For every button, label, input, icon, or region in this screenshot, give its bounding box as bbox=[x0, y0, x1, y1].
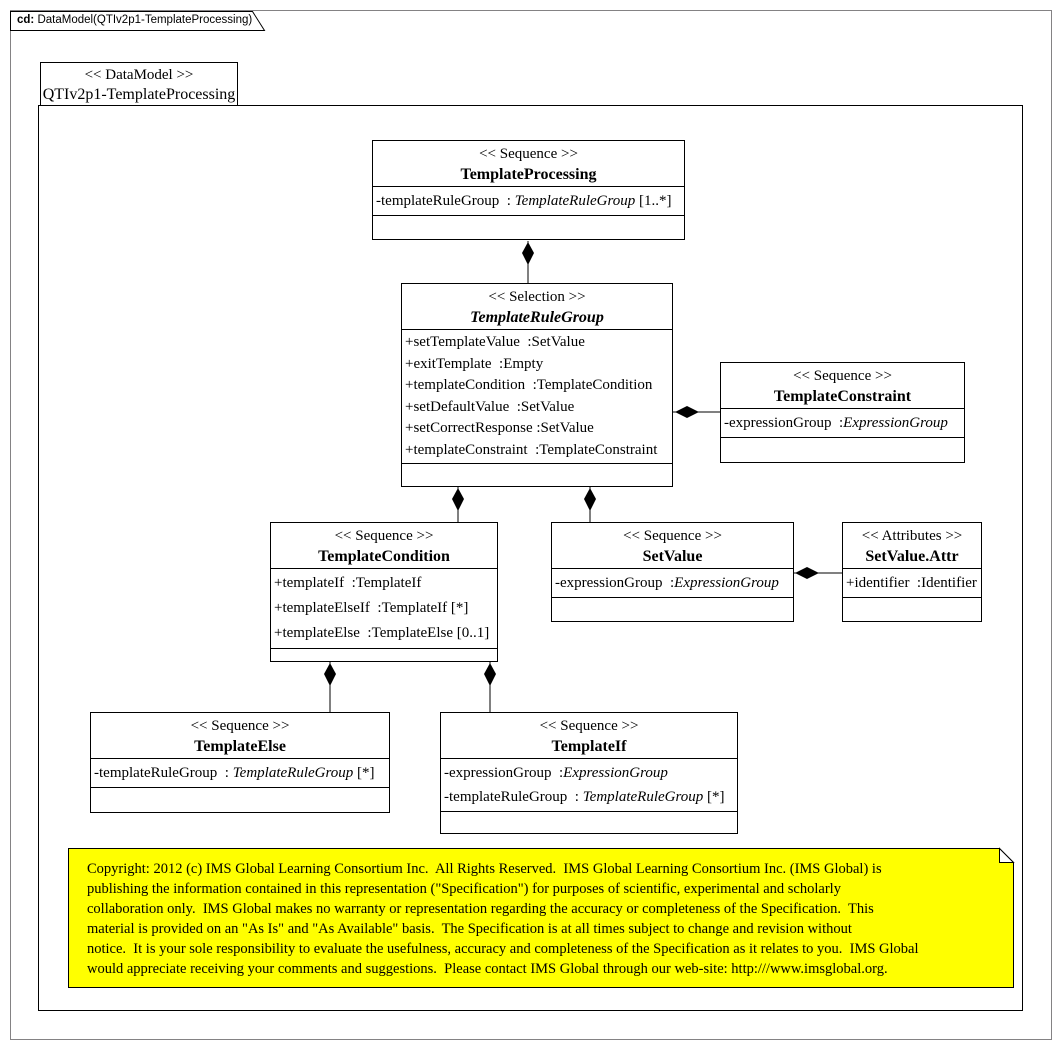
attr-label: -templateRuleGroup : bbox=[444, 789, 583, 805]
class-stereotype: << Sequence >> bbox=[793, 368, 892, 384]
attribute-row: +setDefaultValue :SetValue bbox=[405, 398, 575, 415]
attr-label: -templateRuleGroup : bbox=[94, 765, 233, 781]
attribute-row: +templateElseIf :TemplateIf [*] bbox=[274, 600, 469, 616]
operations-compartment bbox=[441, 812, 737, 833]
frame-title: QTIv2p1-TemplateProcessing bbox=[42, 86, 236, 103]
class-name: TemplateIf bbox=[551, 738, 627, 755]
note-line: would appreciate receiving your comments and suggestions. Please contact IMS Global through our web-site: http:///www.imsglobal.org. bbox=[87, 961, 888, 977]
attribute-row bbox=[555, 571, 790, 595]
operations-compartment bbox=[91, 788, 389, 812]
composition-diamond-icon bbox=[452, 488, 464, 511]
class-name: TemplateRuleGroup bbox=[470, 309, 604, 326]
attribute-row: +templateIf :TemplateIf bbox=[274, 575, 422, 591]
attr-type: ExpressionGroup bbox=[843, 415, 948, 431]
class-stereotype: << Attributes >> bbox=[861, 528, 963, 544]
attr-type: TemplateRuleGroup bbox=[514, 193, 636, 209]
attributes-compartment bbox=[402, 329, 672, 464]
class-stereotype: << Sequence >> bbox=[334, 528, 434, 544]
class-header bbox=[91, 713, 389, 758]
note-line: Copyright: 2012 (c) IMS Global Learning Consortium Inc. All Rights Reserved. IMS Global Learning Consortium Inc. (IMS Global) is bbox=[87, 861, 882, 877]
attribute-row: +setCorrectResponse :SetValue bbox=[405, 420, 594, 436]
diagram-tab-title bbox=[17, 14, 252, 26]
class-box-templateprocessing bbox=[372, 140, 685, 240]
attribute-row bbox=[724, 411, 961, 435]
class-header bbox=[552, 523, 793, 568]
attr-multiplicity: [1..*] bbox=[635, 193, 672, 209]
attribute-row: +identifier :Identifier bbox=[846, 575, 977, 591]
class-box-templateif bbox=[440, 712, 738, 834]
attr-multiplicity: [*] bbox=[703, 789, 725, 805]
composition-diamond-icon bbox=[484, 663, 496, 686]
frame-stereotype: << DataModel >> bbox=[84, 67, 194, 83]
attribute-row: +setTemplateValue :SetValue bbox=[405, 334, 585, 350]
attributes-compartment bbox=[843, 568, 981, 598]
copyright-note bbox=[87, 859, 1007, 979]
attribute-row bbox=[376, 189, 681, 213]
note-line: notice. It is your sole responsibility to evaluate the usefulness, accuracy and completeness of the Specification as it relates to you. IMS Global bbox=[87, 941, 919, 957]
operations-compartment bbox=[271, 649, 497, 661]
class-box-templateelse bbox=[90, 712, 390, 813]
attr-label: -expressionGroup : bbox=[724, 415, 844, 431]
note-line: material is provided on an "As Is" and "As Available" basis. The Specification is at all times subject to change and revision without bbox=[87, 921, 852, 937]
attr-type: ExpressionGroup bbox=[674, 575, 779, 591]
class-box-setvalue-attr bbox=[842, 522, 982, 622]
attributes-compartment bbox=[271, 568, 497, 649]
attributes-compartment bbox=[441, 758, 737, 812]
attributes-compartment bbox=[721, 408, 964, 438]
class-box-templateconstraint bbox=[720, 362, 965, 463]
attribute-row: +exitTemplate :Empty bbox=[405, 355, 544, 372]
note-line: publishing the information contained in this representation ("Specification") for purposes of scientific, experimental and scholarly bbox=[87, 881, 841, 897]
class-header bbox=[402, 284, 672, 329]
class-header bbox=[441, 713, 737, 758]
class-name: TemplateElse bbox=[194, 738, 286, 755]
attributes-compartment bbox=[373, 186, 684, 216]
class-header bbox=[721, 363, 964, 408]
operations-compartment bbox=[373, 216, 684, 239]
composition-diamond-icon bbox=[675, 406, 699, 418]
class-name: TemplateProcessing bbox=[460, 166, 597, 183]
class-box-templaterulegroup bbox=[401, 283, 673, 487]
class-stereotype: << Selection >> bbox=[488, 289, 586, 305]
attribute-row: +templateConstraint :TemplateConstraint bbox=[405, 441, 658, 458]
composition-diamond-icon bbox=[795, 567, 819, 579]
class-stereotype: << Sequence >> bbox=[190, 718, 290, 734]
attribute-row: +templateCondition :TemplateCondition bbox=[405, 377, 653, 393]
attributes-compartment bbox=[91, 758, 389, 788]
class-name: TemplateConstraint bbox=[773, 388, 912, 405]
class-name: SetValue bbox=[642, 548, 703, 565]
attributes-compartment bbox=[552, 568, 793, 598]
operations-compartment bbox=[843, 598, 981, 621]
tab-title: DataModel(QTIv2p1-TemplateProcessing) bbox=[34, 14, 253, 26]
operations-compartment bbox=[552, 598, 793, 621]
class-header bbox=[373, 141, 684, 186]
class-header bbox=[271, 523, 497, 568]
composition-diamond-icon bbox=[522, 242, 534, 265]
tab-prefix: cd: bbox=[17, 14, 35, 26]
attribute-row bbox=[444, 761, 734, 785]
composition-diamond-icon bbox=[324, 663, 336, 686]
class-stereotype: << Sequence >> bbox=[539, 718, 639, 734]
operations-compartment bbox=[721, 438, 964, 462]
class-stereotype: << Sequence >> bbox=[623, 528, 722, 544]
composition-diamond-icon bbox=[584, 488, 596, 511]
attr-type: TemplateRuleGroup bbox=[232, 765, 354, 781]
attr-label: -expressionGroup : bbox=[555, 575, 675, 591]
attribute-row bbox=[94, 761, 386, 785]
attr-label: -templateRuleGroup : bbox=[376, 193, 515, 209]
class-stereotype: << Sequence >> bbox=[479, 146, 578, 162]
note-line: collaboration only. IMS Global makes no warranty or representation regarding the accuracy or completeness of the Specification. This bbox=[87, 901, 874, 917]
class-box-templatecondition bbox=[270, 522, 498, 662]
class-header bbox=[843, 523, 981, 568]
attr-type: ExpressionGroup bbox=[563, 765, 668, 781]
attribute-row: +templateElse :TemplateElse [0..1] bbox=[274, 625, 490, 641]
frame-label-box bbox=[40, 62, 238, 106]
attribute-row bbox=[444, 785, 734, 809]
class-name: TemplateCondition bbox=[318, 548, 450, 565]
attr-multiplicity: [*] bbox=[353, 765, 375, 781]
attr-label: -expressionGroup : bbox=[444, 765, 564, 781]
class-box-setvalue bbox=[551, 522, 794, 622]
attr-type: TemplateRuleGroup bbox=[582, 789, 704, 805]
operations-compartment bbox=[402, 464, 672, 486]
class-name: SetValue.Attr bbox=[865, 548, 959, 565]
